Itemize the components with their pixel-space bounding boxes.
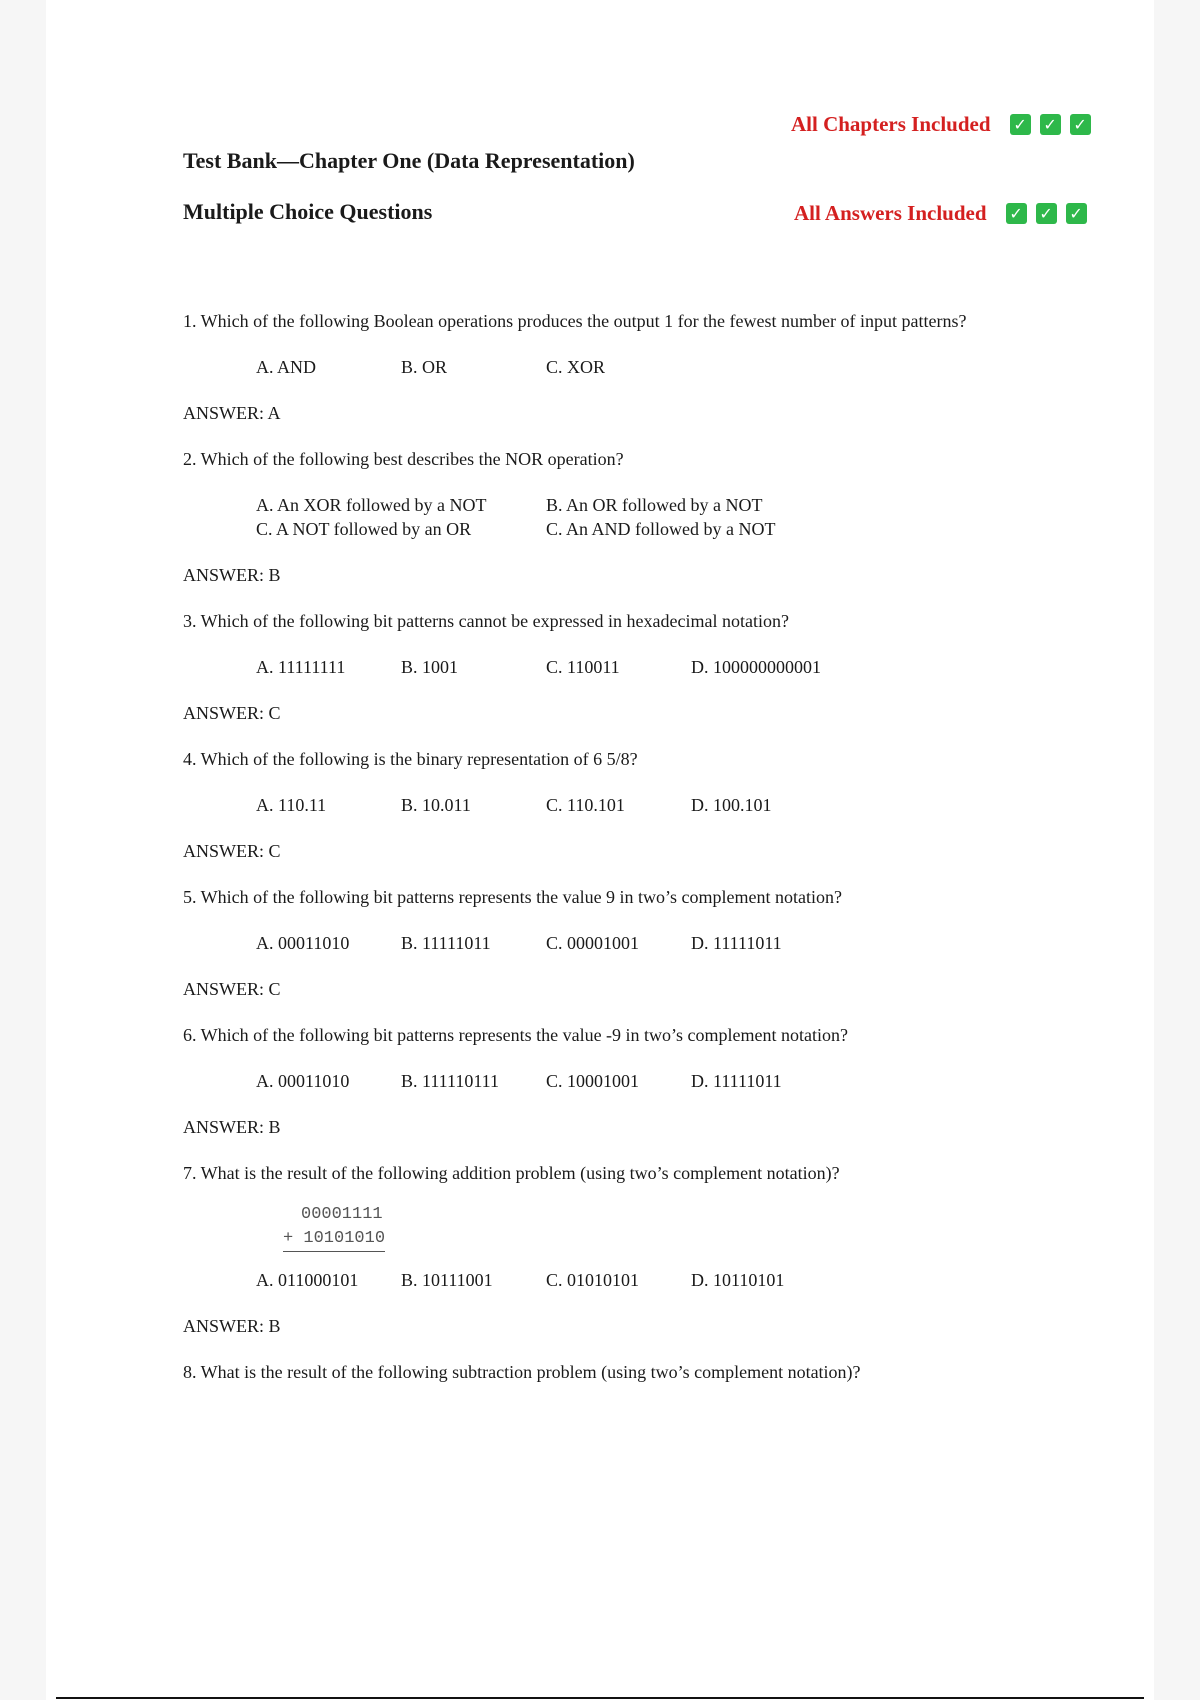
question-5	[183, 885, 1003, 1001]
choice-a: A. 011000101	[256, 1270, 359, 1290]
answer-line: ANSWER: C	[183, 703, 281, 723]
all-chapters-badge	[791, 112, 1091, 137]
all-chapters-label: All Chapters Included	[791, 112, 991, 136]
answer-line: ANSWER: C	[183, 841, 281, 861]
question-6	[183, 1023, 1003, 1139]
choice-c: C. 110011	[546, 657, 620, 677]
choice-c-alt: C. An AND followed by a NOT	[546, 519, 776, 539]
section-title: Multiple Choice Questions	[183, 199, 433, 224]
choice-b: B. OR	[401, 357, 448, 377]
choice-c: C. 110.101	[546, 795, 625, 815]
choice-a: A. 110.11	[256, 795, 327, 815]
question-8	[183, 1360, 1003, 1384]
choice-a: A. AND	[256, 357, 317, 377]
answer-line: ANSWER: B	[183, 565, 281, 585]
choice-a: A. 00011010	[256, 1071, 350, 1091]
question-1	[183, 309, 1003, 425]
choice-b: B. An OR followed by a NOT	[546, 495, 763, 515]
choice-b: B. 1001	[401, 657, 459, 677]
choice-c: C. A NOT followed by an OR	[256, 519, 472, 539]
question-text: 2. Which of the following best describes the NOR operation?	[183, 449, 624, 469]
check-icon: ✓	[1006, 203, 1027, 224]
all-answers-badge	[794, 201, 1087, 226]
choice-d: D. 100.101	[691, 795, 772, 815]
question-text: 7. What is the result of the following addition problem (using two’s complement notation)?	[183, 1163, 840, 1183]
choice-b: B. 11111011	[401, 933, 491, 953]
check-icon: ✓	[1036, 203, 1057, 224]
question-4	[183, 747, 1003, 863]
page-title: Test Bank—Chapter One (Data Representation)	[183, 148, 635, 173]
question-text: 5. Which of the following bit patterns represents the value 9 in two’s complement notation?	[183, 887, 843, 907]
check-icon: ✓	[1066, 203, 1087, 224]
question-text: 3. Which of the following bit patterns cannot be expressed in hexadecimal notation?	[183, 611, 789, 631]
question-2	[183, 447, 1003, 587]
question-list	[183, 309, 1003, 1384]
answer-line: ANSWER: C	[183, 979, 281, 999]
addend-1: 00001111	[301, 1205, 383, 1224]
choice-a: A. 00011010	[256, 933, 350, 953]
choice-c: C. 01010101	[546, 1270, 640, 1290]
page-margin-left	[0, 0, 46, 1700]
answer-line: ANSWER: B	[183, 1117, 281, 1137]
addition-problem	[283, 1203, 1003, 1252]
addend-2: + 10101010	[283, 1227, 385, 1252]
choice-b: B. 111110111	[401, 1071, 499, 1091]
question-text: 1. Which of the following Boolean operations produces the output 1 for the fewest number of input patterns?	[183, 311, 967, 331]
choice-d: D. 100000000001	[691, 657, 821, 677]
choice-c: C. 10001001	[546, 1071, 640, 1091]
choice-a: A. 11111111	[256, 657, 346, 677]
answer-line: ANSWER: B	[183, 1316, 281, 1336]
choice-b: B. 10.011	[401, 795, 471, 815]
answer-line: ANSWER: A	[183, 403, 281, 423]
choice-a: A. An XOR followed by a NOT	[256, 495, 487, 515]
question-3	[183, 609, 1003, 725]
check-icon: ✓	[1070, 114, 1091, 135]
question-7	[183, 1161, 1003, 1338]
choice-d: D. 11111011	[691, 1071, 782, 1091]
choice-c: C. XOR	[546, 357, 606, 377]
question-text: 4. Which of the following is the binary representation of 6 5/8?	[183, 749, 638, 769]
choice-b: B. 10111001	[401, 1270, 493, 1290]
check-icon: ✓	[1010, 114, 1031, 135]
check-icon: ✓	[1040, 114, 1061, 135]
question-text: 8. What is the result of the following subtraction problem (using two’s complement notation)?	[183, 1362, 861, 1382]
page-margin-right	[1154, 0, 1200, 1700]
choice-c: C. 00001001	[546, 933, 640, 953]
choice-d: D. 11111011	[691, 933, 782, 953]
footer-rule	[56, 1697, 1144, 1699]
all-answers-label: All Answers Included	[794, 201, 987, 225]
question-text: 6. Which of the following bit patterns represents the value -9 in two’s complement notation?	[183, 1025, 849, 1045]
choice-d: D. 10110101	[691, 1270, 785, 1290]
